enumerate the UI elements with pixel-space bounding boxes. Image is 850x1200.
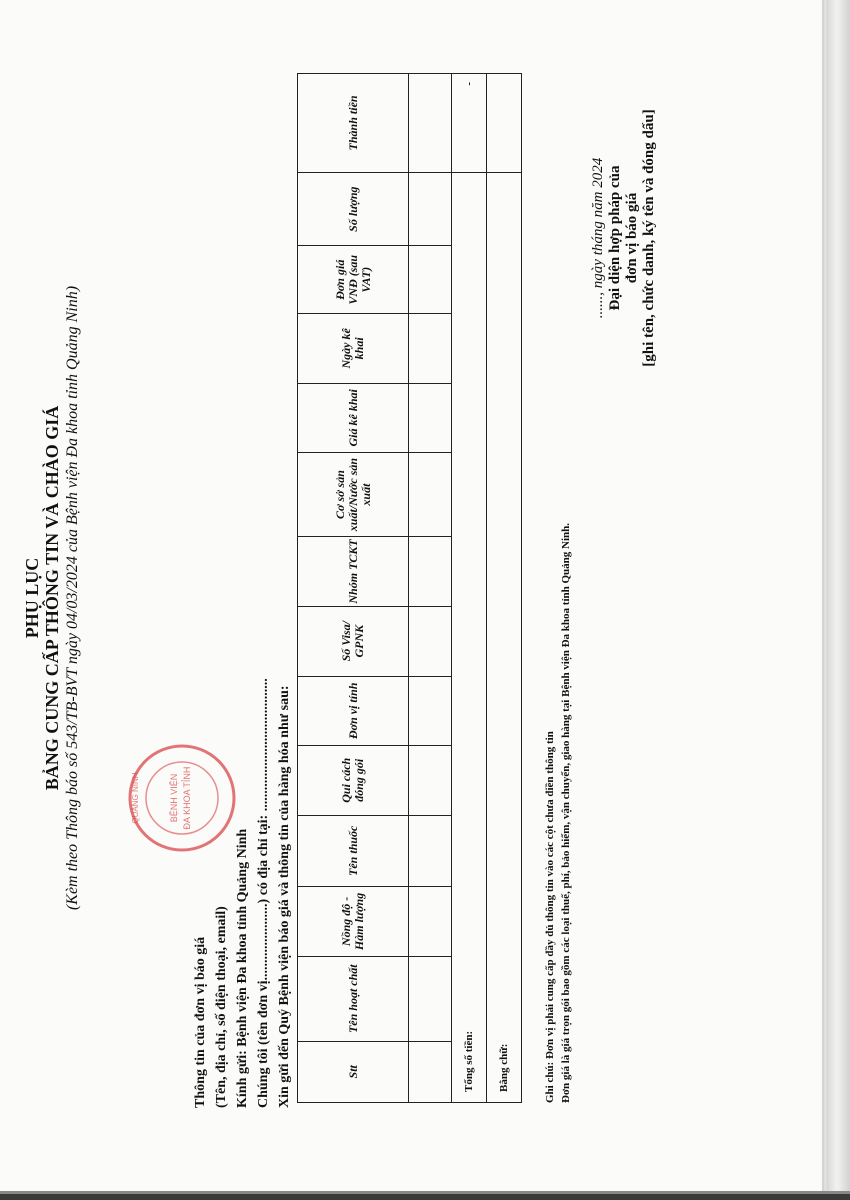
- scan-bottom-border: [0, 1194, 850, 1200]
- svg-text:QUẢNG NINH: QUẢNG NINH: [131, 772, 140, 824]
- quotation-table: [297, 73, 522, 1103]
- col-header: Cơ sở sản xuất/Nước sản xuất: [298, 453, 409, 537]
- col-header: Giá kê khai: [298, 383, 409, 452]
- rotated-content: [12, 48, 822, 1148]
- info-line4: Chúng tôi (tên đơn vị......................) có địa chỉ tại: ......................................: [256, 678, 271, 1108]
- total-label: Tổng số tiền:: [452, 172, 487, 1102]
- col-header: Nhóm TCKT: [298, 537, 409, 607]
- signature-block: [590, 88, 658, 388]
- col-header: Số lượng: [298, 172, 409, 246]
- table-row: [409, 74, 452, 1103]
- words-label: Bằng chữ:: [487, 172, 522, 1102]
- page-edge-shadow: [828, 0, 850, 1200]
- col-header: Đơn vị tính: [298, 676, 409, 745]
- total-row: [452, 74, 487, 1103]
- col-header: Stt: [298, 1041, 409, 1102]
- col-header: Tên hoạt chất: [298, 956, 409, 1041]
- words-row: [487, 74, 522, 1103]
- col-header: Tên thuốc: [298, 815, 409, 887]
- col-header: Đơn giá VNĐ (sau VAT): [298, 246, 409, 314]
- note-line1: Ghi chú: Đơn vị phải cung cấp đầy đủ thông tin vào các cột chưa điền thông tin: [544, 731, 556, 1103]
- info-line1: Thông tin của đơn vị báo giá: [193, 936, 208, 1108]
- info-line3: Kính gửi: Bệnh viện Đa khoa tỉnh Quảng Ninh: [235, 828, 250, 1108]
- svg-text:BỆNH VIỆN: BỆNH VIỆN: [169, 773, 179, 823]
- sender-info: [190, 678, 295, 1108]
- appendix-title: PHỤ LỤC: [22, 557, 42, 639]
- svg-text:ĐA KHOA TỈNH: ĐA KHOA TỈNH: [182, 766, 192, 830]
- signature-line1: Đại diện hợp pháp của: [607, 165, 623, 311]
- col-header: Thành tiền: [298, 74, 409, 173]
- note-line2: Đơn giá là giá trọn gói bao gồm các loại thuế, phí, bảo hiểm, vận chuyển, giao hàng tại Bệnh viện Đa khoa tỉnh Quảng Ninh.: [560, 522, 572, 1103]
- table-header-row: [298, 74, 409, 1103]
- info-line2: (Tên, địa chỉ, số điện thoại, email): [214, 906, 229, 1108]
- info-line5: Xin gửi đến Quý Bệnh viện báo giá và thông tin của hàng hóa như sau:: [277, 685, 292, 1108]
- signature-date: ......, ngày tháng năm 2024: [590, 157, 606, 319]
- form-title: BẢNG CUNG CẤP THÔNG TIN VÀ CHÀO GIÁ: [42, 405, 62, 791]
- signature-line2: đơn vị báo giá: [624, 192, 640, 284]
- col-header: Nồng độ - Hàm lượng: [298, 887, 409, 957]
- col-header: Ngày kê khai: [298, 314, 409, 384]
- col-header: Số Visa/ GPNK: [298, 606, 409, 676]
- col-header: Qui cách đóng gói: [298, 746, 409, 816]
- form-subtitle: (Kèm theo Thông báo số 543/TB-BVT ngày 04/03/2024 của Bệnh viện Đa khoa tỉnh Quảng Ninh): [64, 285, 81, 911]
- signature-line3: [ghi tên, chức danh, ký tên và đóng dấu]: [641, 109, 657, 367]
- total-value: -: [452, 74, 487, 173]
- notes: [542, 523, 574, 1103]
